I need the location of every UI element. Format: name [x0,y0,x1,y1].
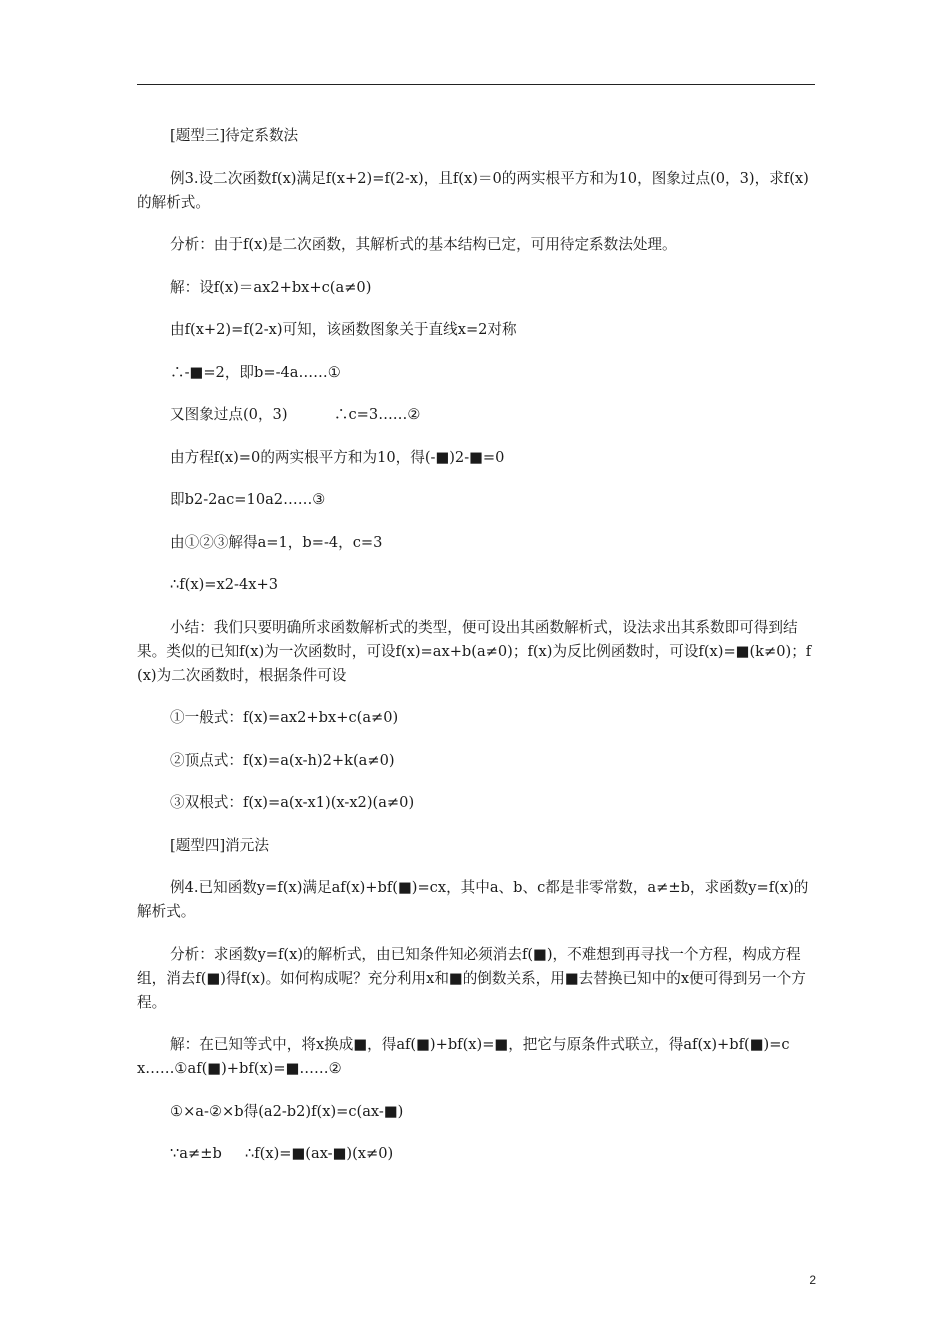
page-number: 2 [809,1273,816,1287]
section-heading-type-3: [题型三]待定系数法 [170,127,299,144]
header-rule [137,84,815,85]
form-double-root: ③双根式：f(x)=a(x-x1)(x-x2)(a≠0) [170,794,415,811]
example-4-problem: 例4.已知函数y=f(x)满足af(x)+bf(■)=cx，其中a、b、c都是非零常数，a≠±b，求函数y=f(x)的解析式。 [137,879,809,920]
solution-line: 解：设f(x)＝ax2+bx+c(a≠0) [170,278,372,296]
solution-result: ∴f(x)=x2-4x+3 [170,576,279,593]
section-heading-type-4: [题型四]消元法 [170,836,269,854]
example-4-analysis: 分析：求函数y=f(x)的解析式，由已知条件知必须消去f(■)，不难想到再寻找一个方程，构成方程组，消去f(■)得f(x)。如何构成呢？充分利用x和■的倒数关系，用■去替换已知中的x便可得到另一个方程。 [137,945,806,1011]
form-general: ①一般式：f(x)=ax2+bx+c(a≠0) [170,709,399,726]
solution-line: 由f(x+2)=f(2-x)可知，该函数图象关于直线x=2对称 [170,321,517,338]
summary-paragraph: 小结：我们只要明确所求函数解析式的类型，便可设出其函数解析式，设法求出其系数即可得到结果。类似的已知f(x)为一次函数时，可设f(x)=ax+b(a≠0)；f(x)为反比例函数时，可设f(x)=■(k≠0)；f(x)为二次函数时，根据条件可设 [137,618,812,684]
example-3-analysis: 分析：由于f(x)是二次函数，其解析式的基本结构已定，可用待定系数法处理。 [170,236,677,253]
solution-line: 又图象过点(0，3) ∴c=3……② [170,406,421,423]
solution-paragraph: 解：在已知等式中，将x换成■，得af(■)+bf(x)=■，把它与原条件式联立，得af(x)+bf(■)=cx……①af(■)+bf(x)=■……② [137,1036,790,1077]
form-vertex: ②顶点式：f(x)=a(x-h)2+k(a≠0) [170,751,395,769]
solution-line: 由①②③解得a=1，b=-4，c=3 [170,533,383,551]
solution-line: 即b2-2ac=10a2……③ [170,491,326,508]
solution-line: 由方程f(x)=0的两实根平方和为10，得(-■)2-■=0 [170,448,505,466]
example-3-problem: 例3.设二次函数f(x)满足f(x+2)=f(2-x)，且f(x)＝0的两实根平方和为10，图象过点(0，3)，求f(x)的解析式。 [137,169,809,211]
document-body [137,124,815,1185]
solution-result: ∵a≠±b ∴f(x)=■(ax-■)(x≠0) [170,1145,394,1162]
solution-line: ∴-■=2，即b=-4a……① [170,363,341,381]
solution-line: ①×a-②×b得(a2-b2)f(x)=c(ax-■) [170,1102,404,1120]
